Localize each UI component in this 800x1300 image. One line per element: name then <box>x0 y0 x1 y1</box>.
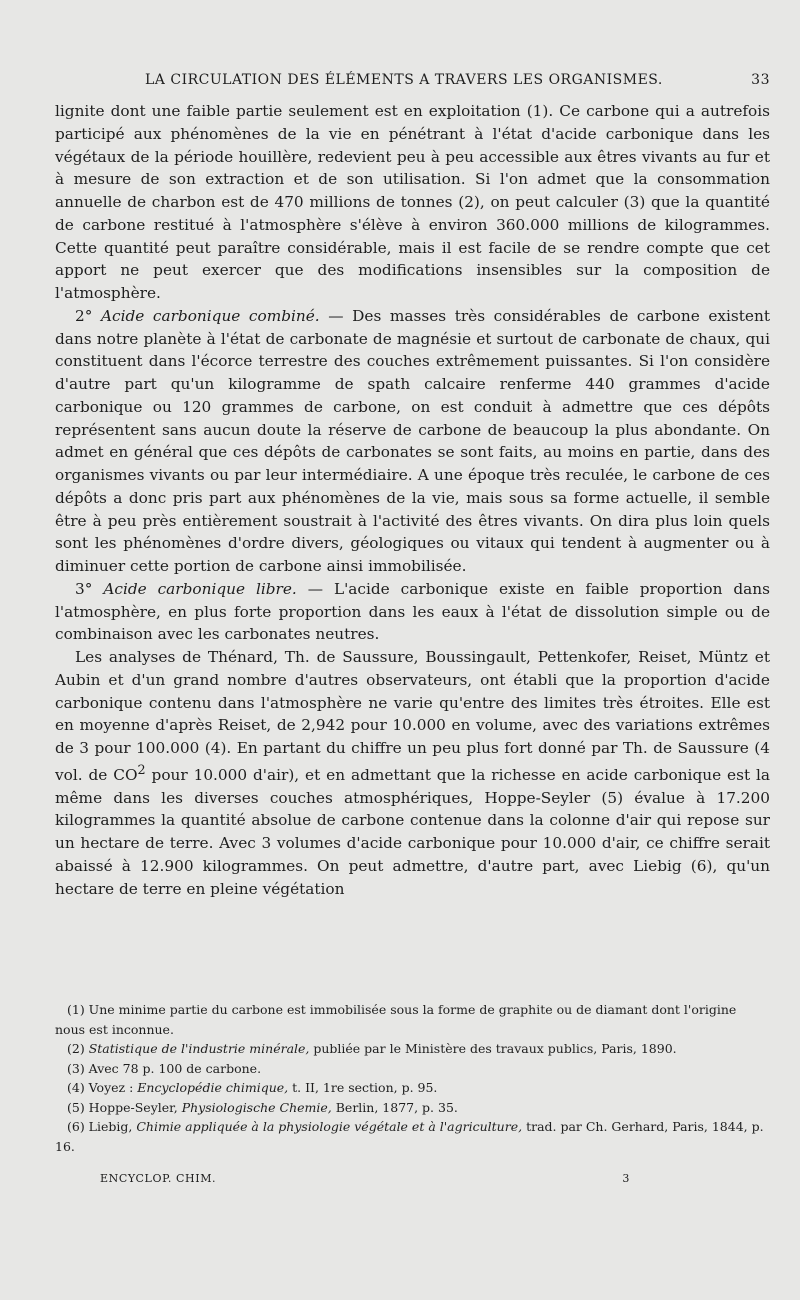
footnote-2-title: Statistique de l'industrie minérale, <box>88 1041 310 1056</box>
footer-sheet-number: 3 <box>622 1172 630 1185</box>
footnote-4-mark: (4) Voyez : <box>67 1080 138 1095</box>
footnote-6 <box>55 1117 770 1156</box>
footnote-2 <box>55 1039 770 1059</box>
footnote-1: (1) Une minime partie du carbone est immobilisée sous la forme de graphite ou de diamant dont l'origine nous est inconnue. <box>55 1002 737 1037</box>
footnote-3: (3) Avec 78 p. 100 de carbone. <box>67 1060 262 1076</box>
footnote-5 <box>55 1098 770 1118</box>
footnote-2-rest: publiée par le Ministère des travaux publics, Paris, 1890. <box>309 1041 677 1056</box>
section-heading: Acide carbonique libre. <box>103 579 297 598</box>
footnote-4-title: Encyclopédie chimique, <box>137 1080 289 1095</box>
running-title: LA CIRCULATION DES ÉLÉMENTS A TRAVERS LES ORGANISMES. <box>145 72 663 88</box>
paragraph-1: lignite dont une faible partie seulement est en exploitation (1). Ce carbone qui a autrefois participé aux phénomènes de la vie en pénétrant à l'état d'acide carbonique dans les végétaux de la période houillère, redevient peu à peu accessible aux êtres vivants au fur et à mesure de son extraction et de son utilisation. Si l'on admet que la consommation annuelle de charbon est de 470 millions de tonnes (2), on peut calculer (3) que la quantité de carbone restitué à l'atmosphère s'élève à environ 360.000 millions de kilogrammes. Cette quantité peut paraître considérable, mais il est facile de se rendre compte que cet apport ne peut exercer que des modifications insensibles sur la composition de l'atmosphère. <box>55 102 770 302</box>
superscript-2: 2 <box>137 762 146 778</box>
footnote-5-title: Physiologische Chemie, <box>181 1099 332 1115</box>
paragraph-2 <box>55 305 770 578</box>
page-footer <box>100 1172 630 1185</box>
footnote-5-mark: (5) Hoppe-Seyler, <box>67 1099 182 1115</box>
footnote-6-mark: (6) Liebig, <box>67 1119 137 1134</box>
footnote-6-rest: trad. par Ch. Gerhard, Paris, 1844, p. 16. <box>55 1119 764 1154</box>
paragraph-4-part-a: Les analyses de Thénard, Th. de Saussure, Boussingault, Pettenkofer, Reiset, Müntz et Aubin et d'un grand nombre d'autres observateurs, ont établi que la proportion d'acide carbonique contenu dans l'atmosphère ne varie qu'entre des limites très étroites. Elle est en moyenne d'après Reiset, de 2,942 pour 10.000 en volume, avec des variations extrêmes de 3 pour 100.000 (4). En partant du chiffre un peu plus fort donné par Th. de Saussure (4 vol. de CO <box>55 648 770 784</box>
footnote-6-title: Chimie appliquée à la physiologie végétale et à l'agriculture, <box>136 1119 523 1134</box>
section-number: 2° <box>75 306 93 325</box>
footnote-2-mark: (2) <box>67 1041 89 1056</box>
body-text <box>55 100 770 900</box>
footer-signature: ENCYCLOP. CHIM. <box>100 1172 217 1185</box>
running-header <box>55 72 770 88</box>
section-text: — Des masses très considérables de carbone existent dans notre planète à l'état de carbonate de magnésie et surtout de carbonate de chaux, qui constituent dans l'écorce terrestre des couches extrêmement puissantes. Si l'on considère d'autre part qu'un kilogramme de spath calcaire renferme 440 grammes d'acide carbonique ou 120 grammes de carbone, on est conduit à admettre que ces dépôts représentent sans aucun doute la réserve de carbone de beaucoup la plus abondante. On admet en général que ces dépôts de carbonates se sont faits, au moins en partie, dans des organismes vivants ou par leur intermédiaire. A une époque très reculée, le carbone de ces dépôts a donc pris part aux phénomènes de la vie, mais sous sa forme actuelle, il semble être à peu près entièrement soustrait à l'activité des êtres vivants. On dira plus loin quels sont les phénomènes d'ordre divers, géologiques ou vitaux qui tendent à augmenter ou à diminuer cette portion de carbone ainsi immobilisée. <box>55 306 770 575</box>
footnote-4 <box>55 1078 770 1098</box>
footnote-5-rest: Berlin, 1877, p. 35. <box>331 1099 458 1115</box>
footnote-4-rest: t. II, 1re section, p. 95. <box>288 1080 438 1095</box>
section-text: — L'acide carbonique existe en faible proportion dans l'atmosphère, en plus forte proportion dans les eaux à l'état de dissolution simple ou de combinaison avec les carbonates neutres. <box>55 579 770 644</box>
section-number: 3° <box>75 579 93 598</box>
paragraph-4 <box>55 646 770 900</box>
paragraph-3 <box>55 578 770 646</box>
section-heading: Acide carbonique combiné. <box>100 306 320 325</box>
page-number: 33 <box>751 72 770 88</box>
footnotes <box>55 1000 770 1156</box>
paragraph-4-part-b: pour 10.000 d'air), et en admettant que la richesse en acide carbonique est la même dans les diverses couches atmosphériques, Hoppe-Seyler (5) évalue à 17.200 kilogrammes la quantité absolue de carbone contenue dans la colonne d'air qui repose sur un hectare de terre. Avec 3 volumes d'acide carbonique pour 10.000 d'air, ce chiffre serait abaissé à 12.900 kilogrammes. On peut admettre, d'autre part, avec Liebig (6), qu'un hectare de terre en pleine végétation <box>55 765 771 898</box>
